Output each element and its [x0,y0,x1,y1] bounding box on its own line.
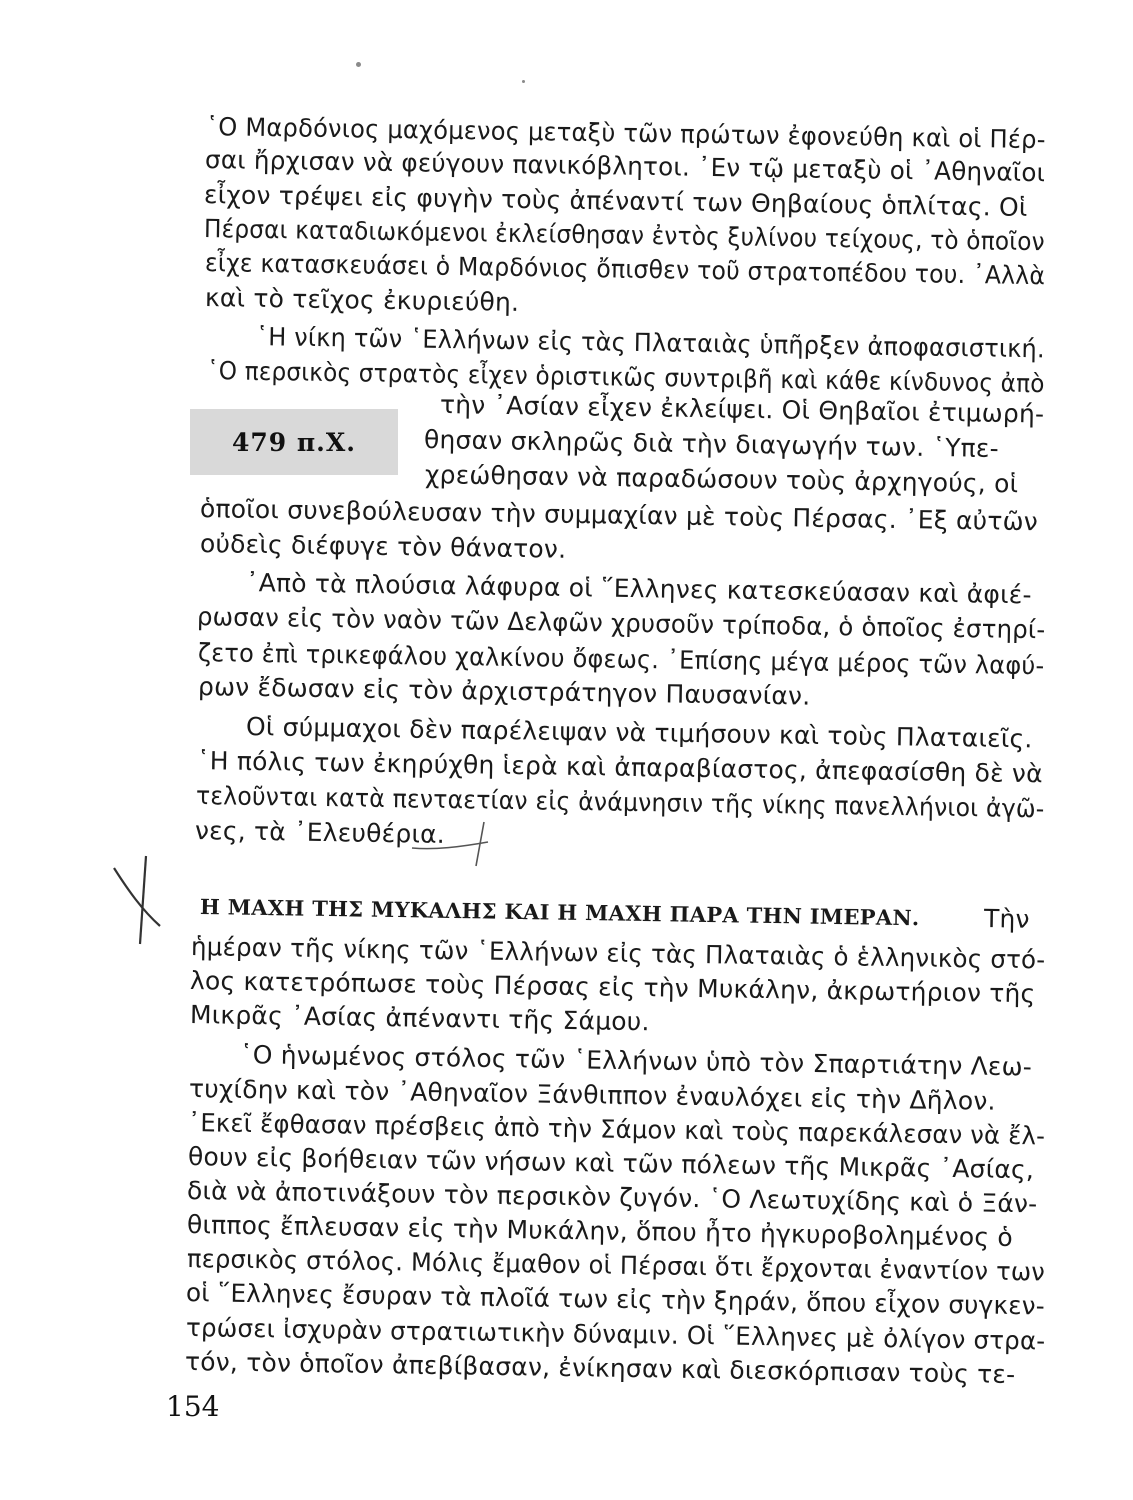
text-line: ῾Ο περσικὸς στρατὸς εἶχεν ὁριστικῶς συντριβῆ καὶ κάθε κίνδυνος ἀπὸ [206,356,1045,399]
text-line: οὐδεὶς διέφυγε τὸν θάνατον. [199,529,567,564]
ink-speck [356,62,361,67]
text-line: θουν εἰς βοήθειαν τῶν νήσων καὶ τῶν πόλεων τῆς Μικρᾶς ᾿Ασίας, [187,1142,1035,1185]
text-line: καὶ τὸ τεῖχος ἐκυριεύθη. [204,283,520,317]
text-line: Μικρᾶς ᾿Ασίας ἀπέναντι τῆς Σάμου. [189,1000,650,1037]
pencil-underline-mark [410,820,510,870]
text-line: Πέρσαι καταδιωκόμενοι ἐκλείσθησαν ἐντὸς ξυλίνου τείχους, τὸ ὁποῖον [203,214,1046,257]
text-line: ῾Η πόλις των ἐκηρύχθη ἱερὰ καὶ ἀπαραβίαστος, ἀπεφασίσθη δὲ νὰ [196,746,1044,789]
text-line: οἱ ῞Ελληνες ἔσυραν τὰ πλοῖά των εἰς τὴν ξηράν, ὅπου εἶχον συγκεν- [185,1278,1046,1321]
text-line: τρώσει ἰσχυρὰν στρατιωτικὴν δύναμιν. Οἱ ῞Ελληνες μὲ ὀλίγον στρα- [185,1313,1046,1356]
text-line: ᾿Απὸ τὰ πλούσια λάφυρα οἱ ῞Ελληνες κατεσκεύασαν καὶ ἀφιέ- [245,568,1032,610]
pencil-x-mark [100,850,170,950]
text-line: τυχίδην καὶ τὸν ᾿Αθηναῖον Ξάνθιππον ἐναυλόχει εἰς τὴν Δῆλον. [188,1074,996,1116]
text-line: ὁποῖοι συνεβούλευσαν τὴν συμμαχίαν μὲ τοὺς Πέρσας. ᾿Εξ αὐτῶν [199,494,1039,537]
text-line: θιππος ἔπλευσαν εἰς τὴν Μυκάλην, ὅπου ἦτο ἠγκυροβολημένος ὁ [186,1210,1014,1252]
text-line: εἶχον τρέψει εἰς φυγὴν τοὺς ἀπέναντί των Θηβαίους ὁπλίτας. Οἱ [203,180,1028,222]
text-line: Τὴν [983,904,1030,934]
text-line: περσικὸς στόλος. Μόλις ἔμαθον οἱ Πέρσαι ὅτι ἔρχονται ἐναντίον των [186,1244,1046,1287]
text-line: νες, τὰ ᾿Ελευθέρια. [194,816,446,849]
text-line: θησαν σκληρῶς διὰ τὴν διαγωγήν των. ῾Υπε- [423,425,1000,464]
text-line: τελοῦνται κατὰ πενταετίαν εἰς ἀνάμνησιν τῆς νίκης πανελλήνιοι ἀγῶ- [195,781,1045,824]
text-line: σαι ἤρχισαν νὰ φεύγουν πανικόβλητοι. ᾿Εν τῷ μεταξὺ οἱ ᾿Αθηναῖοι [204,145,1046,188]
text-line: τόν, τὸν ὁποῖον ἀπεβίβασαν, ἐνίκησαν καὶ διεσκόρπισαν τοὺς τε- [184,1347,1016,1390]
text-line: Οἱ σύμμαχοι δὲν παρέλειψαν νὰ τιμήσουν καὶ τοὺς Πλαταιεῖς. [245,712,1033,754]
text-line: διὰ νὰ ἀποτινάξουν τὸν περσικὸν ζυγόν. ῾Ο Λεωτυχίδης καὶ ὁ Ξάν- [186,1176,1038,1219]
margin-date-box [190,409,398,475]
text-line: λος κατετρόπωσε τοὺς Πέρσας εἰς τὴν Μυκάλην, ἀκρωτήριον τῆς [189,966,1036,1009]
text-line: ῾Ο ἡνωμένος στόλος τῶν ῾Ελλήνων ὑπὸ τὸν Σπαρτιάτην Λεω- [239,1040,1033,1082]
text-line: ῾Ο Μαρδόνιος μαχόμενος μεταξὺ τῶν πρώτων ἐφονεύθη καὶ οἱ Πέρ- [205,112,1046,155]
text-line: ᾿Εκεῖ ἔφθασαν πρέσβεις ἀπὸ τὴν Σάμον καὶ τοὺς παρεκάλεσαν νὰ ἔλ- [187,1108,1046,1151]
text-line: ζετο ἐπὶ τρικεφάλου χαλκίνου ὄφεως. ᾿Επίσης μέγα μέρος τῶν λαφύ- [197,638,1045,681]
text-line: ρων ἔδωσαν εἰς τὸν ἀρχιστράτηγον Παυσανίαν. [197,672,811,711]
ink-speck [522,80,525,83]
text-line: εἶχε κατασκευάσει ὁ Μαρδόνιος ὄπισθεν τοῦ στρατοπέδου του. ᾿Αλλὰ [204,248,1046,291]
date-label: 479 π.Χ. [232,427,356,457]
page-number: 154 [166,1390,220,1423]
text-line: χρεώθησαν νὰ παραδώσουν τοὺς ἀρχηγούς, οἱ [424,460,1019,499]
text-line: ἡμέραν τῆς νίκης τῶν ῾Ελλήνων εἰς τὰς Πλαταιὰς ὁ ἑλληνικὸς στό- [190,932,1046,975]
section-heading: Η ΜΑΧΗ ΤΗΣ ΜΥΚΑΛΗΣ ΚΑΙ Η ΜΑΧΗ ΠΑΡΑ ΤΗΝ ΙΜΕΡΑΝ. [199,894,920,931]
text-line: τὴν ᾿Ασίαν εἶχεν ἐκλείψει. Οἱ Θηβαῖοι ἐτιμωρή- [439,390,1045,429]
text-line: ρωσαν εἰς τὸν ναὸν τῶν Δελφῶν χρυσοῦν τρίποδα, ὁ ὁποῖος ἐστηρί- [196,602,1046,645]
text-line: ῾Η νίκη τῶν ῾Ελλήνων εἰς τὰς Πλαταιὰς ὑπῆρξεν ἀποφασιστική. [255,322,1046,364]
